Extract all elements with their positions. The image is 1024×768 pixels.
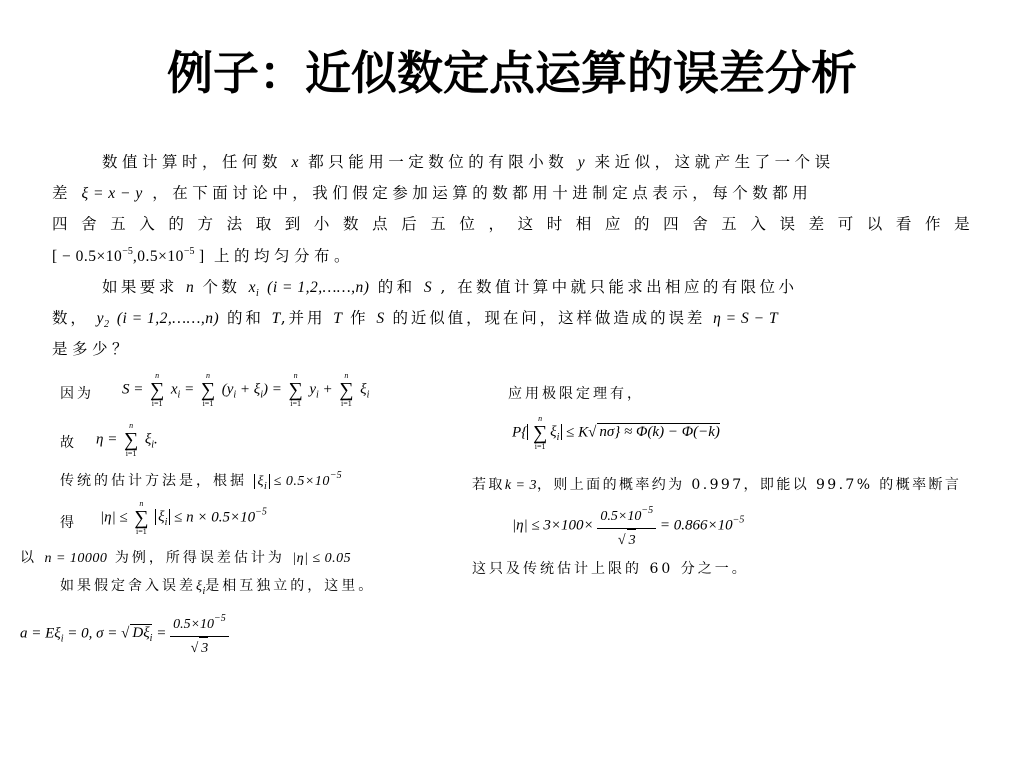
assume-text: 如果假定舍入误差$\xi_i$是相互独立的，这里。 — [60, 578, 376, 597]
math-y2: $y_2$ — [96, 310, 110, 330]
intro-text: ，在下面讨论中，我们假定参加运算的数都用十进制定点表示，每个数都用 — [152, 184, 813, 202]
intro-line-7 — [52, 337, 132, 359]
sum-formula: S = n ∑ i=1 $x_i$ = n ∑ i=1 $(y_i + \xi_i)$ = n ∑ i=1 $y_i$ + n ∑ i=1 $\xi_i$ — [122, 371, 370, 408]
math-eta-def: η = S − T — [713, 310, 779, 327]
math-range: (i = 1,2,……,n) — [267, 279, 370, 296]
example-text: 以 n = 10000 为例，所得误差估计为 |η| ≤ 0.05 — [20, 550, 352, 566]
mean-sigma-formula: $a = E\xi_i = 0$, σ = √ $D\xi_i$ = $\frac{0.5\times 10^{-5}}{√ 3}$ — [20, 608, 229, 660]
intro-text: 四舍五入的方法取到小数点后五位，这时相应的四舍五入误差可以看作是 — [52, 215, 984, 233]
intro-text: 数值计算时，任何数 — [102, 153, 283, 171]
intro-line-2 — [52, 181, 812, 203]
clt-text: 应用极限定理有， — [508, 386, 644, 402]
math-S: S — [423, 279, 433, 296]
traditional-method-text: 传统的估计方法是，根据 $\xi_i \le 0.5\times 10^{-5}$ — [60, 470, 342, 492]
sum-symbol: n ∑ i=1 — [200, 371, 216, 408]
so-label: 故 — [60, 435, 77, 451]
intro-text: 数， — [52, 309, 89, 327]
intro-text: ,并用 — [280, 309, 326, 327]
math-n: n — [185, 279, 195, 296]
intro-text: 都只能用一定数位的有限小数 — [308, 153, 569, 171]
math-x: x — [291, 154, 299, 171]
math-S: S — [376, 310, 385, 327]
math-range: (i = 1,2,……,n) — [116, 310, 220, 327]
math-T: T — [333, 310, 343, 327]
sum-symbol: n ∑ i=1 — [149, 371, 165, 408]
sum-symbol: n ∑ i=1 — [533, 414, 548, 451]
intro-text: 个数 — [202, 278, 241, 296]
fraction: $\frac{0.5\times 10^{-5}}{√ 3}$ — [597, 500, 656, 552]
intro-text: 作 — [350, 309, 369, 327]
intro-text: , 在数值计算中就只能求出相应的有限位小 — [440, 278, 798, 296]
sum-symbol: n ∑ i=1 — [134, 499, 149, 536]
sum-symbol: n ∑ i=1 — [288, 371, 303, 408]
intro-text: 来近似，这就产生了一个误 — [594, 153, 835, 171]
eta-bound-formula: |η| ≤ n ∑ i=1 $\xi_i \le n \times 0.5\times 10^{-5}$ — [100, 499, 267, 536]
math-interval: [ − $0.5\times 10^{-5},0.5\times 10^{-5}$ ] — [52, 246, 205, 265]
intro-line-5 — [102, 275, 797, 299]
intro-line-1 — [102, 150, 835, 172]
intro-text: 差 — [52, 184, 73, 202]
clt-formula: P{ n ∑ i=1 $\xi_i \le K√$ nσ} ≈ Φ(k) − Φ(−k) — [512, 414, 720, 451]
math-y: y — [577, 154, 586, 171]
fraction: $\frac{0.5\times 10^{-5}}{√ 3}$ — [170, 608, 229, 660]
get-label: 得 — [60, 515, 77, 531]
intro-text: 的和 — [226, 309, 264, 327]
math-xi-def: ξ = x − y — [81, 185, 143, 202]
intro-text: 是多少？ — [52, 340, 133, 358]
math-xi: $x_i$ — [248, 279, 259, 299]
intro-text: 的近似值，现在问，这样做造成的误差 — [392, 309, 706, 327]
slide-title: 例子：近似数定点运算的误差分析 — [167, 46, 857, 100]
intro-line-6 — [52, 306, 778, 330]
intro-line-4 — [52, 244, 354, 266]
sum-symbol: n ∑ i=1 — [339, 371, 354, 408]
because-label: 因为 — [60, 386, 94, 402]
intro-text: 上的均匀分布。 — [214, 247, 355, 265]
conclusion-text: 这只及传统估计上限的 60 分之一。 — [472, 561, 749, 577]
take-k-text: 若取k = 3，则上面的概率约为 0.997，即能以 99.7% 的概率断言 — [472, 477, 962, 493]
clt-bound-formula: |η| ≤ 3×100× $\frac{0.5\times 10^{-5}}{√ 3}$ = $0.866\times 10^{-5}$ — [512, 500, 744, 552]
intro-text: 的和 — [377, 278, 416, 296]
math-T: T — [271, 310, 281, 327]
intro-text: 如果要求 — [102, 278, 178, 296]
sum-symbol: n ∑ i=1 — [123, 421, 139, 458]
intro-line-3 — [52, 212, 983, 234]
eta-sum-formula: η = n ∑ i=1 $\xi_i$. — [96, 421, 158, 458]
